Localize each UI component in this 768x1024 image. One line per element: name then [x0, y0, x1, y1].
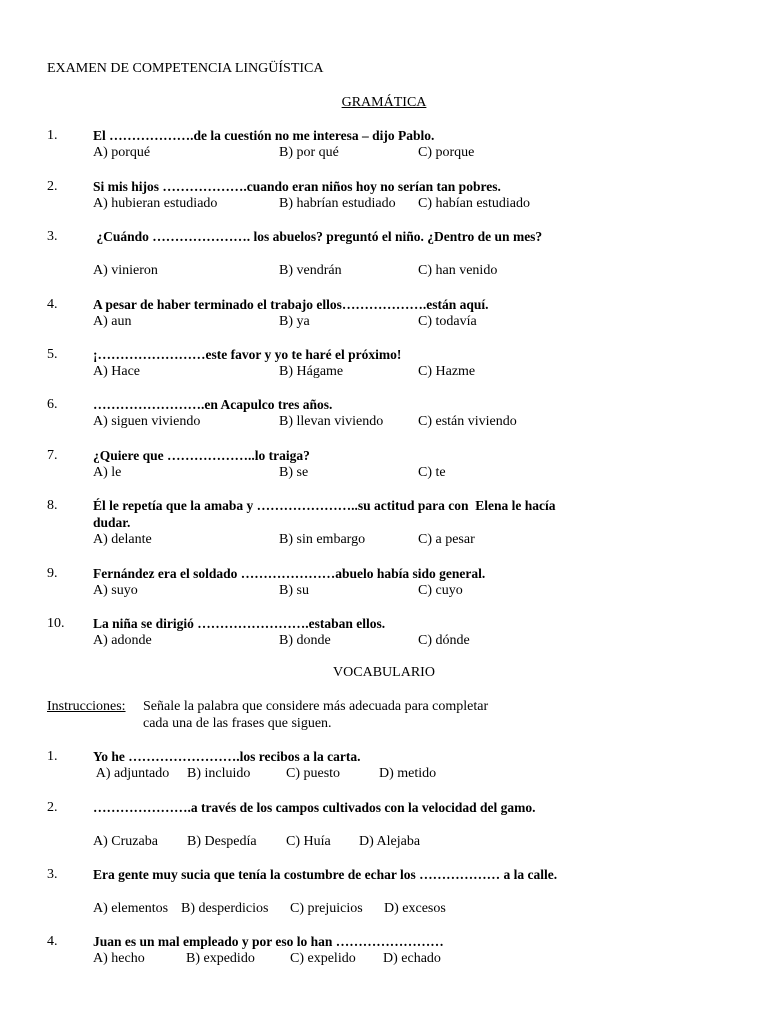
- grammar-heading: GRAMÁTICA: [341, 95, 427, 110]
- question-number: 6.: [47, 397, 58, 412]
- option-b: B) donde: [279, 633, 331, 648]
- question-prompt: La niña se dirigió …………………….estaban ellos.: [93, 616, 386, 631]
- option-c: C) te: [418, 465, 446, 480]
- question-number: 10.: [47, 616, 65, 631]
- question-prompt: Juan es un mal empleado y por eso lo han ……………………: [93, 934, 444, 949]
- answer-options: [93, 262, 587, 279]
- option-c: C) puesto: [286, 766, 341, 781]
- option-b: B) Despedía: [187, 834, 257, 849]
- option-b: B) llevan viviendo: [279, 414, 384, 429]
- question-number: 8.: [47, 498, 58, 513]
- option-b: B) se: [279, 465, 309, 480]
- instructions-line: cada una de las frases que siguen.: [143, 716, 332, 731]
- option-a: A) le: [93, 465, 122, 480]
- instructions-text: [143, 698, 543, 732]
- answer-options: [93, 833, 587, 850]
- question-number: 4.: [47, 934, 58, 949]
- question-prompt: Era gente muy sucia que tenía la costumbre de echar los ……………… a la calle.: [93, 867, 558, 882]
- answer-options: [93, 582, 587, 599]
- option-c: C) prejuicios: [290, 901, 363, 916]
- option-a: A) porqué: [93, 145, 151, 160]
- option-a: A) hubieran estudiado: [93, 196, 218, 211]
- option-b: B) habrían estudiado: [279, 196, 396, 211]
- question-number: 1.: [47, 749, 58, 764]
- option-b: B) vendrán: [279, 263, 342, 278]
- answer-options: [93, 531, 587, 548]
- question-prompt: ¡……………………este favor y yo te haré el próximo!: [93, 347, 402, 362]
- option-a: A) suyo: [93, 583, 138, 598]
- question-number: 9.: [47, 566, 58, 581]
- option-a: A) Cruzaba: [93, 834, 158, 849]
- question-prompt: Fernández era el soldado …………………abuelo había sido general.: [93, 566, 486, 581]
- answer-options: [93, 950, 587, 967]
- answer-options: [93, 413, 587, 430]
- option-b: B) por qué: [279, 145, 339, 160]
- vocabulary-heading: VOCABULARIO: [333, 665, 435, 680]
- question-number: 4.: [47, 297, 58, 312]
- option-b: B) expedido: [186, 951, 255, 966]
- instructions-line: Señale la palabra que considere más adecuada para completar: [143, 699, 489, 714]
- question-number: 5.: [47, 347, 58, 362]
- option-b: B) Hágame: [279, 364, 344, 379]
- option-b: B) incluido: [187, 766, 251, 781]
- question-number: 3.: [47, 229, 58, 244]
- question-prompt: A pesar de haber terminado el trabajo ellos……………….están aquí.: [93, 297, 489, 312]
- option-b: B) su: [279, 583, 309, 598]
- option-c: C) Huía: [286, 834, 331, 849]
- option-c: C) dónde: [418, 633, 470, 648]
- answer-options: [93, 900, 587, 917]
- answer-options: [93, 144, 587, 161]
- option-b: B) sin embargo: [279, 532, 366, 547]
- option-c: C) habían estudiado: [418, 196, 530, 211]
- option-b: B) ya: [279, 314, 310, 329]
- answer-options: [93, 313, 587, 330]
- option-d: D) excesos: [384, 901, 446, 916]
- option-c: C) han venido: [418, 263, 498, 278]
- answer-options: [93, 464, 587, 481]
- instructions-label: Instrucciones:: [47, 699, 126, 714]
- option-c: C) a pesar: [418, 532, 475, 547]
- question-prompt: Él le repetía que la amaba y …………………..su actitud para con Elena le hacía dudar.: [93, 498, 559, 530]
- answer-options: [93, 363, 587, 380]
- answer-options: [93, 195, 587, 212]
- option-a: A) hecho: [93, 951, 145, 966]
- option-c: C) expelido: [290, 951, 356, 966]
- option-a: A) siguen viviendo: [93, 414, 201, 429]
- option-a: A) adjuntado: [93, 766, 170, 781]
- option-a: A) delante: [93, 532, 152, 547]
- option-b: B) desperdicios: [181, 901, 269, 916]
- option-c: C) cuyo: [418, 583, 463, 598]
- question-number: 1.: [47, 128, 58, 143]
- option-a: A) adonde: [93, 633, 152, 648]
- option-a: A) elementos: [93, 901, 169, 916]
- question-prompt: ………………….a través de los campos cultivados con la velocidad del gamo.: [93, 800, 536, 815]
- answer-options: [93, 765, 587, 782]
- answer-options: [93, 632, 587, 649]
- option-c: C) porque: [418, 145, 475, 160]
- option-d: D) echado: [383, 951, 441, 966]
- option-a: A) vinieron: [93, 263, 158, 278]
- option-d: D) metido: [379, 766, 437, 781]
- document-title: EXAMEN DE COMPETENCIA LINGÜÍSTICA: [47, 61, 324, 76]
- option-c: C) Hazme: [418, 364, 476, 379]
- question-prompt: Si mis hijos ……………….cuando eran niños hoy no serían tan pobres.: [93, 179, 501, 194]
- question-prompt: …………………….en Acapulco tres años.: [93, 397, 333, 412]
- option-d: D) Alejaba: [359, 834, 421, 849]
- question-prompt: Yo he …………………….los recibos a la carta.: [93, 749, 361, 764]
- question-prompt: El ……………….de la cuestión no me interesa – dijo Pablo.: [93, 128, 435, 143]
- question-number: 3.: [47, 867, 58, 882]
- question-prompt: ¿Quiere que ………………..lo traiga?: [93, 448, 310, 463]
- option-c: C) están viviendo: [418, 414, 517, 429]
- option-c: C) todavía: [418, 314, 477, 329]
- option-a: A) aun: [93, 314, 132, 329]
- option-a: A) Hace: [93, 364, 141, 379]
- question-prompt: ¿Cuándo …………………. los abuelos? preguntó el niño. ¿Dentro de un mes?: [93, 229, 543, 244]
- question-number: 7.: [47, 448, 58, 463]
- question-number: 2.: [47, 800, 58, 815]
- question-number: 2.: [47, 179, 58, 194]
